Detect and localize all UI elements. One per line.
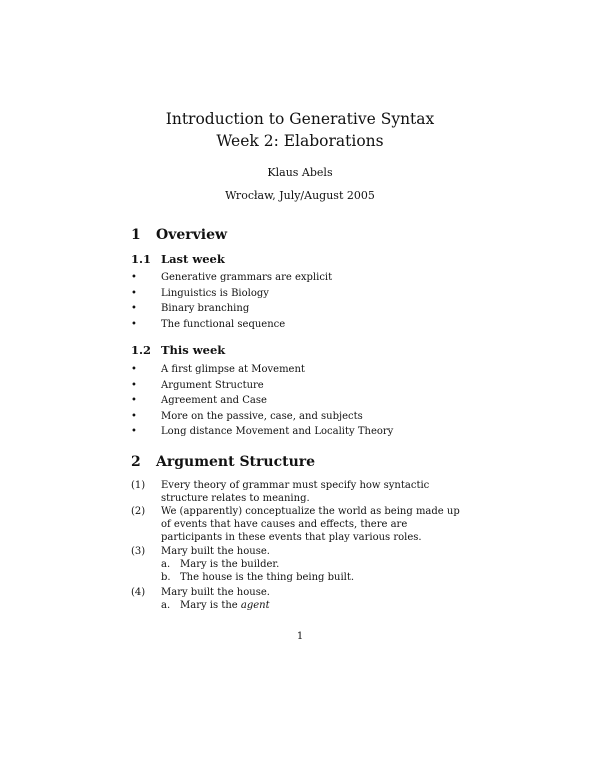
subsection-title: This week xyxy=(161,343,226,357)
sub-example-text: Mary is the builder. xyxy=(180,559,280,570)
section-heading-argument-structure xyxy=(131,454,315,470)
example-3a xyxy=(161,559,279,572)
subsection-heading-last-week xyxy=(131,252,225,266)
section-number: 2 xyxy=(131,454,141,470)
list-item: • Binary branching xyxy=(131,301,332,317)
sub-example-text: Mary is the xyxy=(180,600,241,611)
section-title: Argument Structure xyxy=(156,454,316,470)
subsection-number: 1.1 xyxy=(131,252,152,266)
example-3 xyxy=(131,546,471,559)
author: Klaus Abels xyxy=(267,166,333,179)
sub-example-label: a. xyxy=(161,600,171,611)
bullet-list-last-week xyxy=(131,270,332,332)
sub-example-label: b. xyxy=(161,572,171,583)
example-3b xyxy=(161,572,354,585)
example-4a xyxy=(161,600,270,613)
list-item: • Long distance Movement and Locality Theory xyxy=(131,424,393,440)
list-item: • A first glimpse at Movement xyxy=(131,362,393,378)
section-number: 1 xyxy=(131,227,141,243)
example-text: We (apparently) conceptualize the world as being made up of events that have causes and effects, there are participants in these events that play various roles. xyxy=(161,506,460,543)
example-2 xyxy=(131,506,471,544)
title-line-2: Week 2: Elaborations xyxy=(216,132,384,150)
subsection-number: 1.2 xyxy=(131,343,152,357)
list-item: • Generative grammars are explicit xyxy=(131,270,332,286)
section-title: Overview xyxy=(156,227,228,243)
sub-example-label: a. xyxy=(161,559,171,570)
example-text: Every theory of grammar must specify how syntactic structure relates to meaning. xyxy=(161,480,430,504)
bullet-list-this-week xyxy=(131,362,393,440)
example-number: (2) xyxy=(131,506,146,517)
example-text: Mary built the house. xyxy=(161,546,270,557)
subsection-heading-this-week xyxy=(131,343,225,357)
example-number: (3) xyxy=(131,546,146,557)
example-number: (4) xyxy=(131,587,146,598)
list-item: • Linguistics is Biology xyxy=(131,286,332,302)
example-text: Mary built the house. xyxy=(161,587,270,598)
list-item: • The functional sequence xyxy=(131,317,332,333)
subsection-title: Last week xyxy=(161,252,225,266)
title-line-1: Introduction to Generative Syntax xyxy=(165,110,435,128)
date: Wrocław, July/August 2005 xyxy=(225,189,375,202)
list-item: • Argument Structure xyxy=(131,378,393,394)
sub-example-emphasis: agent xyxy=(240,600,270,611)
list-item: • More on the passive, case, and subjects xyxy=(131,409,393,425)
section-heading-overview xyxy=(131,227,227,243)
list-item: • Agreement and Case xyxy=(131,393,393,409)
example-1 xyxy=(131,480,471,506)
page-number: 1 xyxy=(296,631,304,642)
example-number: (1) xyxy=(131,480,146,491)
example-4 xyxy=(131,587,471,600)
sub-example-text: The house is the thing being built. xyxy=(180,572,355,583)
